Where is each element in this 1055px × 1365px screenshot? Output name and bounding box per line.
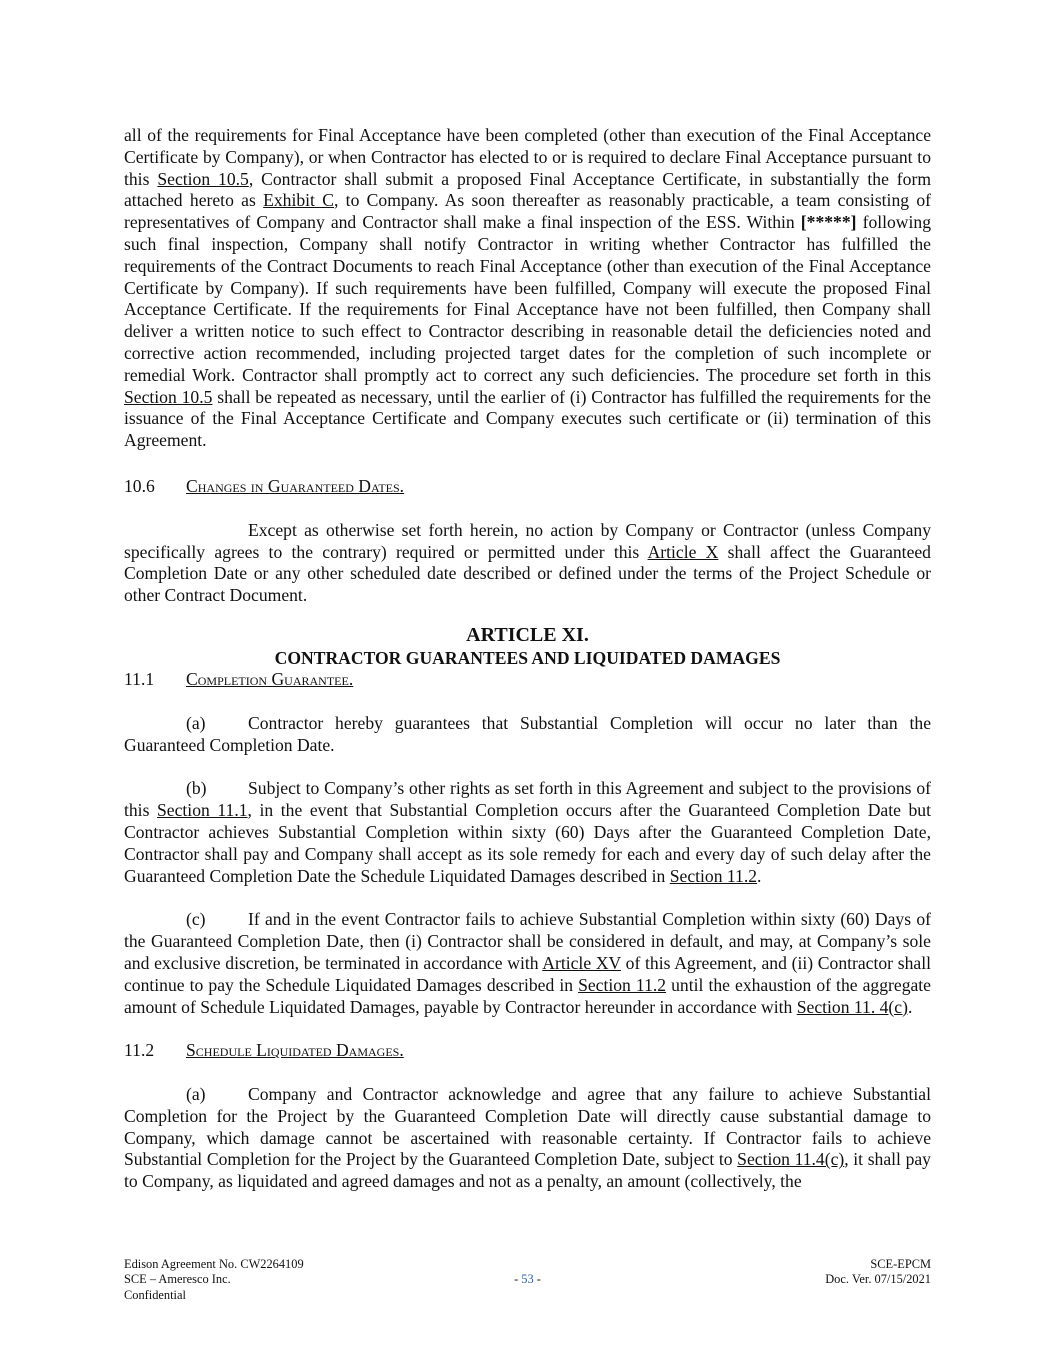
exhibit-c-link[interactable]: Exhibit C: [263, 190, 334, 211]
article-title: CONTRACTOR GUARANTEES AND LIQUIDATED DAMAGES: [274, 647, 781, 668]
section-title: Changes in Guaranteed Dates.: [186, 475, 405, 496]
clause-label: (a): [186, 1084, 206, 1105]
clause-11-2-a: (a) Company and Contractor acknowledge and agree that any failure to achieve Substantial Completion for the Project by the Guaranteed Completion Date will directly cause substantial damage to Company, which damage cannot be ascertained with reasonable certainty. If Contractor fails to achieve Substantial Completion for the Project by the Guaranteed Completion Date, subject to Section 11.4(c), it shall pay to Company, as liquidated and agreed damages and not as a penalty, an amount (collectively, the: [124, 1084, 931, 1192]
section-number: 11.1: [124, 668, 155, 689]
confidential-label: Confidential: [124, 1287, 186, 1302]
section-11-2-link[interactable]: Section 11.2: [578, 974, 667, 995]
section-number: 10.6: [124, 475, 155, 496]
section-heading-11-1: [124, 669, 931, 691]
clause-label: (b): [186, 778, 207, 799]
article-number: ARTICLE XI.: [466, 623, 589, 646]
article-heading: [124, 623, 931, 669]
redacted-marker: [*****]: [800, 212, 857, 233]
section-10-5-link[interactable]: Section 10.5: [124, 386, 213, 407]
page-footer: [124, 1257, 931, 1303]
document-page: [124, 125, 931, 1193]
clause-11-1-a: (a) Contractor hereby guarantees that Substantial Completion will occur no later than the Guaranteed Completion Date.: [124, 712, 931, 755]
document-code: SCE-EPCM: [870, 1257, 931, 1271]
section-11-4c-link[interactable]: Section 11. 4(c): [796, 996, 908, 1017]
section-title: Completion Guarantee.: [186, 668, 354, 689]
document-version: Doc. Ver. 07/15/2021: [825, 1272, 931, 1287]
section-11-2-link[interactable]: Section 11.2: [669, 865, 758, 886]
section-heading-11-2: [124, 1040, 931, 1062]
agreement-number: Edison Agreement No. CW2264109: [124, 1257, 304, 1271]
parties: SCE – Ameresco Inc.: [124, 1272, 231, 1287]
clause-11-1-c: (c) If and in the event Contractor fails to achieve Substantial Completion within sixty (60) Days of the Guaranteed Completion Date, then (i) Contractor shall be considered in default, and may, at Company’s sole and exclusive discretion, be terminated in accordance with Article XV of this Agreement, and (ii) Contractor shall continue to pay the Schedule Liquidated Damages described in Section 11.2 until the exhaustion of the aggregate amount of Schedule Liquidated Damages, payable by Contractor hereunder in accordance with Section 11. 4(c).: [124, 909, 931, 1017]
clause-label: (a): [186, 712, 206, 733]
section-heading-10-6: [124, 476, 931, 498]
page-number: - 53 -: [514, 1272, 541, 1287]
section-11-1-link[interactable]: Section 11.1: [157, 800, 248, 821]
clause-11-1-b: (b) Subject to Company’s other rights as set forth in this Agreement and subject to the provisions of this Section 11.1, in the event that Substantial Completion occurs after the Guaranteed Completion Date but Contractor achieves Substantial Completion within sixty (60) Days after the Guaranteed Completion Date, Contractor shall pay and Company shall accept as its sole remedy for each and every day of such delay after the Guaranteed Completion Date the Schedule Liquidated Damages described in Section 11.2.: [124, 778, 931, 886]
clause-label: (c): [186, 909, 206, 930]
intro-paragraph: all of the requirements for Final Acceptance have been completed (other than execution of the Final Acceptance Certificate by Company), or when Contractor has elected to or is required to declare Final Acceptance pursuant to this Section 10.5, Contractor shall submit a proposed Final Acceptance Certificate, in substantially the form attached hereto as Exhibit C, to Company. As soon thereafter as reasonably practicable, a team consisting of representatives of Company and Contractor shall make a final inspection of the ESS. Within [*****] following such final inspection, Company shall notify Contractor in writing whether Contractor has fulfilled the requirements of the Contract Documents to reach Final Acceptance (other than execution of the Final Acceptance Certificate by Company). If such requirements have been fulfilled, Company will execute the proposed Final Acceptance Certificate. If the requirements for Final Acceptance have not been fulfilled, then Company shall deliver a written notice to such effect to Contractor describing in reasonable detail the deficiencies noted and corrective action recommended, including projected target dates for the completion of such incomplete or remedial Work. Contractor shall promptly act to correct any such deficiencies. The procedure set forth in this Section 10.5 shall be repeated as necessary, until the earlier of (i) Contractor has fulfilled the requirements for the issuance of the Final Acceptance Certificate and Company executes such certificate or (ii) termination of this Agreement.: [124, 125, 931, 451]
section-11-4c-link[interactable]: Section 11.4(c): [737, 1149, 845, 1170]
section-10-5-link[interactable]: Section 10.5: [157, 168, 249, 189]
section-number: 11.2: [124, 1040, 155, 1061]
article-x-link[interactable]: Article X: [647, 541, 719, 562]
section-title: Schedule Liquidated Damages.: [186, 1040, 404, 1061]
article-xv-link[interactable]: Article XV: [542, 952, 621, 973]
section-10-6-paragraph: Except as otherwise set forth herein, no action by Company or Contractor (unless Company specifically agrees to the contrary) required or permitted under this Article X shall affect the Guaranteed Completion Date or any other scheduled date described or defined under the terms of the Project Schedule or other Contract Document.: [124, 519, 931, 606]
